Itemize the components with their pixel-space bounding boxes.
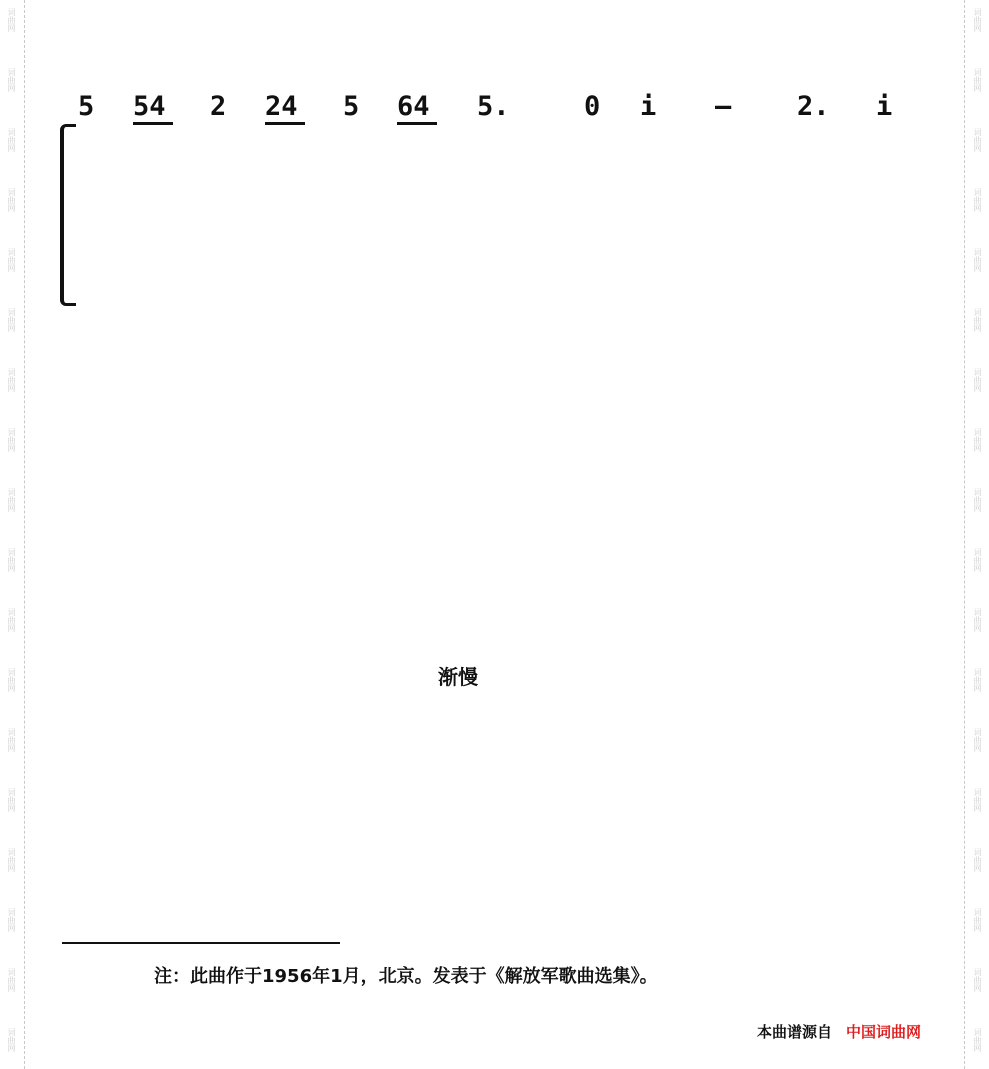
watermark-text: 词曲网 — [973, 248, 982, 272]
numbered-note: 24 — [265, 91, 298, 122]
watermark-text: 词曲网 — [7, 248, 16, 272]
watermark-text: 词曲网 — [973, 728, 982, 752]
source-credit — [757, 1021, 921, 1042]
watermark-text: 词曲网 — [973, 68, 982, 92]
numbered-note: 2 — [210, 91, 227, 122]
watermark-text: 词曲网 — [973, 488, 982, 512]
source-label: 本曲谱源自 — [757, 1023, 833, 1041]
watermark-text: 词曲网 — [973, 188, 982, 212]
watermark-text: 词曲网 — [7, 848, 16, 872]
watermark-text: 词曲网 — [973, 1028, 982, 1052]
watermark-text: 词曲网 — [7, 608, 16, 632]
watermark-text: 词曲网 — [7, 968, 16, 992]
watermark-text: 词曲网 — [7, 548, 16, 572]
watermark-text: 词曲网 — [973, 308, 982, 332]
watermark-text: 词曲网 — [7, 308, 16, 332]
watermark-text: 词曲网 — [973, 428, 982, 452]
source-site-link[interactable]: 中国词曲网 — [846, 1023, 922, 1041]
watermark-text: 词曲网 — [7, 188, 16, 212]
watermark-text: 词曲网 — [7, 68, 16, 92]
numbered-note: — — [715, 91, 732, 122]
watermark-text: 词曲网 — [7, 668, 16, 692]
footnote: 注：此曲作于1956年1月，北京。发表于《解放军歌曲选集》。 — [154, 966, 658, 987]
watermark-text: 词曲网 — [7, 8, 16, 32]
watermark-text: 词曲网 — [7, 488, 16, 512]
watermark-text: 词曲网 — [973, 368, 982, 392]
watermark-text: 词曲网 — [973, 668, 982, 692]
numbered-note: i — [876, 91, 893, 122]
numbered-note: 64 — [397, 91, 430, 122]
watermark-strip-left — [0, 0, 25, 1069]
watermark-text: 词曲网 — [973, 128, 982, 152]
watermark-text: 词曲网 — [973, 608, 982, 632]
watermark-text: 词曲网 — [7, 1028, 16, 1052]
tempo-marking: 渐慢 — [438, 665, 478, 689]
watermark-text: 词曲网 — [973, 908, 982, 932]
numbered-note: i — [640, 91, 657, 122]
beam-underline — [397, 122, 437, 125]
watermark-text: 词曲网 — [7, 908, 16, 932]
watermark-text: 词曲网 — [7, 788, 16, 812]
numbered-note: 2. — [797, 91, 830, 122]
watermark-text: 词曲网 — [7, 128, 16, 152]
beam-underline — [133, 122, 173, 125]
watermark-text: 词曲网 — [973, 8, 982, 32]
numbered-note: 54 — [133, 91, 166, 122]
numbered-note: 5. — [477, 91, 510, 122]
watermark-text: 词曲网 — [7, 728, 16, 752]
watermark-text: 词曲网 — [973, 788, 982, 812]
watermark-text: 词曲网 — [7, 428, 16, 452]
footnote-rule — [62, 942, 340, 944]
numbered-note: 5 — [78, 91, 95, 122]
numbered-note: 5 — [343, 91, 360, 122]
watermark-strip-right — [964, 0, 989, 1069]
numbered-note: 0 — [584, 91, 601, 122]
beam-underline — [265, 122, 305, 125]
watermark-text: 词曲网 — [973, 848, 982, 872]
watermark-text: 词曲网 — [7, 368, 16, 392]
watermark-text: 词曲网 — [973, 548, 982, 572]
staff-brace — [60, 124, 76, 306]
watermark-text: 词曲网 — [973, 968, 982, 992]
